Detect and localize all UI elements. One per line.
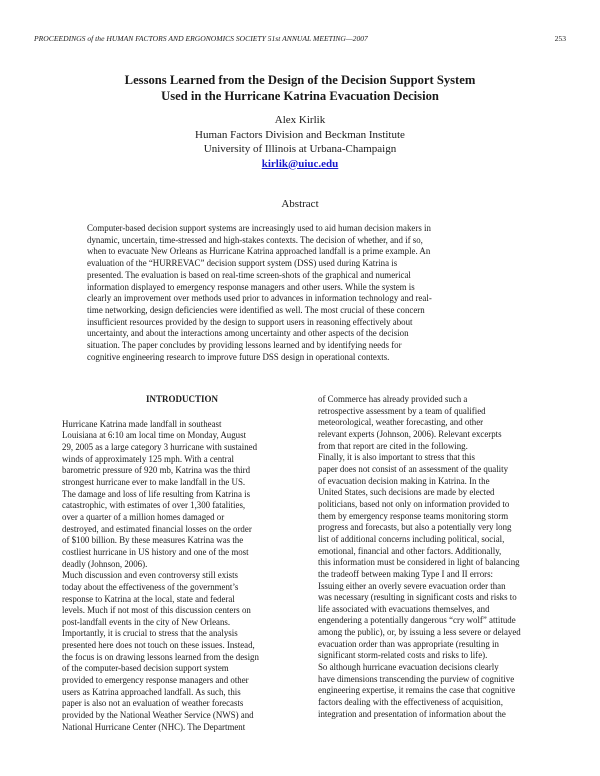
affiliation-line: Human Factors Division and Beckman Institute (195, 128, 405, 141)
body-text-line: list of additional concerns including political, social, (318, 533, 505, 544)
body-text-line: post-landfall events in the city of New Orleans. (62, 616, 231, 627)
body-text-line: over a quarter of a million homes damaged or (62, 511, 225, 522)
body-text-line: from that report are cited in the following. (318, 440, 468, 451)
abstract-line: Computer-based decision support systems are increasingly used to aid human decision makers in (87, 223, 431, 233)
body-text-line: meteorological, weather forecasting, and other (318, 417, 484, 428)
left-column-text (62, 419, 302, 734)
body-text-line: engineering expertise, it remains the case that cognitive (318, 685, 516, 696)
paper-title (40, 72, 560, 104)
body-text-line: significant storm-related costs and risks to life). (318, 650, 488, 661)
body-text-line: relevant experts (Johnson, 2006). Relevant excerpts (318, 428, 502, 439)
body-text-line: among the public), or, by issuing a less severe or delayed (318, 627, 521, 638)
body-text-line: the tradeoff between making Type I and II errors: (318, 568, 494, 579)
body-text-line: of Commerce has already provided such a (318, 394, 468, 404)
running-head-title: PROCEEDINGS of the HUMAN FACTORS AND ERGONOMICS SOCIETY 51st ANNUAL MEETING—2007 (34, 34, 368, 43)
body-text-line: users as Katrina approached landfall. As such, this (62, 686, 241, 697)
right-column (318, 394, 566, 720)
body-text-line: of evacuation decision making in Katrina. In the (318, 475, 490, 486)
body-text-line: Hurricane Katrina made landfall in southeast (62, 418, 222, 429)
body-text-line: Importantly, it is crucial to stress that the analysis (62, 628, 238, 639)
abstract-body (87, 223, 517, 363)
abstract-line: presented. The evaluation is based on real-time screen-shots of the graphical and numerical (87, 269, 411, 280)
body-text-line: paper does not consist of an assessment of the quality (318, 463, 509, 474)
body-text-line: today about the effectiveness of the government’s (62, 581, 239, 592)
body-text-line: deadly (Johnson, 2006). (62, 558, 148, 569)
body-text-line: life associated with evacuations themselves, and (318, 603, 490, 614)
abstract-line: when to evacuate New Orleans as Hurricane Katrina approached landfall is a prime example. An (87, 246, 431, 257)
body-text-line: United States, such decisions are made by elected (318, 487, 495, 498)
body-text-line: catastrophic, with estimates of over 1,300 fatalities, (62, 500, 246, 511)
body-text-line: progress and forecasts, but also a potentially very long (318, 522, 512, 533)
abstract-line: situation. The paper concludes by providing lessons learned and by identifying needs for (87, 340, 402, 351)
body-text-line: The damage and loss of life resulting from Katrina is (62, 488, 251, 499)
body-text-line: response to Katrina at the local, state and federal (62, 593, 235, 604)
abstract-line: insufficient resources provided by the design to support users in reasoning effectively about (87, 316, 413, 327)
body-text-line: retrospective assessment by a team of qualified (318, 405, 486, 416)
author-email-link[interactable]: kirlik@uiuc.edu (261, 157, 339, 170)
running-head (34, 34, 566, 46)
body-text-line: this information must be considered in light of balancing (318, 557, 520, 568)
abstract-line: cognitive engineering research to improve future DSS design in operational contexts. (87, 351, 390, 362)
body-text-line: Finally, it is also important to stress that this (318, 452, 475, 463)
section-heading: INTRODUCTION (145, 394, 218, 404)
body-text-line: levels. Much if not most of this discussion centers on (62, 605, 251, 616)
author-name: Alex Kirlik (274, 114, 326, 126)
body-text-line: them by emergency response teams monitoring storm (318, 510, 509, 521)
body-text-line: Issuing either an overly severe evacuation order than (318, 580, 506, 591)
body-text-line: emotional, financial and other factors. Additionally, (318, 545, 502, 556)
body-text-line: paper is also not an evaluation of weather forecasts (62, 698, 244, 709)
body-text-line: 29, 2005 as a large category 3 hurricane with sustained (62, 441, 258, 452)
body-text-line: of the computer-based decision support system (62, 663, 229, 674)
body-text-line: Much discussion and even controversy still exists (62, 570, 238, 581)
body-text-line: engendering a potentially dangerous “cry wolf” attitude (318, 615, 516, 626)
abstract-line: dynamic, uncertain, time-stressed and high-stakes contexts. The decision of whether, and if so, (87, 234, 423, 245)
abstract-line: information displayed to emergency response managers and other users. While the system is (87, 281, 415, 292)
body-text-line: presented here does not touch on these issues. Instead, (62, 640, 255, 651)
body-text-line: So although hurricane evacuation decisions clearly (318, 662, 499, 673)
body-text-line: factors dealing with the effectiveness of acquisition, (318, 697, 503, 708)
body-text-line: provided to emergency response managers and other (62, 675, 249, 686)
abstract-line: uncertainty, and about the interactions among uncertainty and other aspects of the decision (87, 328, 409, 339)
body-text-line: politicians, based not only on information provided to (318, 498, 510, 509)
body-text-line: have dimensions transcending the purview of cognitive (318, 673, 515, 684)
body-text-line: integration and presentation of information about the (318, 708, 506, 719)
body-text-line: strongest hurricane ever to make landfall in the US. (62, 476, 246, 487)
body-text-line: provided by the National Weather Service (NWS) and (62, 710, 254, 721)
abstract-line: clearly an improvement over methods used prior to advances in information technology and real- (87, 293, 432, 304)
left-column (62, 394, 302, 733)
body-text-line: destroyed, and estimated financial losses on the order (62, 523, 252, 534)
abstract-line: time networking, design deficiencies were identified as well. The most crucial of these concern (87, 304, 425, 315)
abstract-heading: Abstract (281, 198, 319, 210)
body-text-line: winds of approximately 125 mph. With a central (62, 453, 235, 464)
body-text-line: costliest hurricane in US history and one of the most (62, 546, 249, 557)
affiliation-line: University of Illinois at Urbana-Champaign (203, 143, 397, 155)
title-line: Lessons Learned from the Design of the Decision Support System (124, 73, 476, 87)
body-text-line: National Hurricane Center (NHC). The Department (62, 721, 246, 732)
title-line: Used in the Hurricane Katrina Evacuation Decision (161, 89, 439, 103)
body-text-line: barometric pressure of 920 mb, Katrina was the third (62, 465, 251, 476)
body-text-line: of $100 billion. By these measures Katrina was the (62, 535, 244, 546)
right-column-text (318, 394, 566, 720)
author-block (100, 113, 500, 171)
body-text-line: evacuation order than was appropriate (resulting in (318, 638, 499, 649)
page-number: 253 (554, 34, 566, 43)
abstract-line: evaluation of the “HURREVAC” decision support system (DSS) used during Katrina is (87, 258, 398, 269)
body-text-line: Louisiana at 6:10 am local time on Monday, August (62, 430, 247, 441)
body-text-line: was necessary (resulting in significant costs and risks to (318, 592, 517, 603)
body-text-line: the focus is on drawing lessons learned from the design (62, 651, 259, 662)
